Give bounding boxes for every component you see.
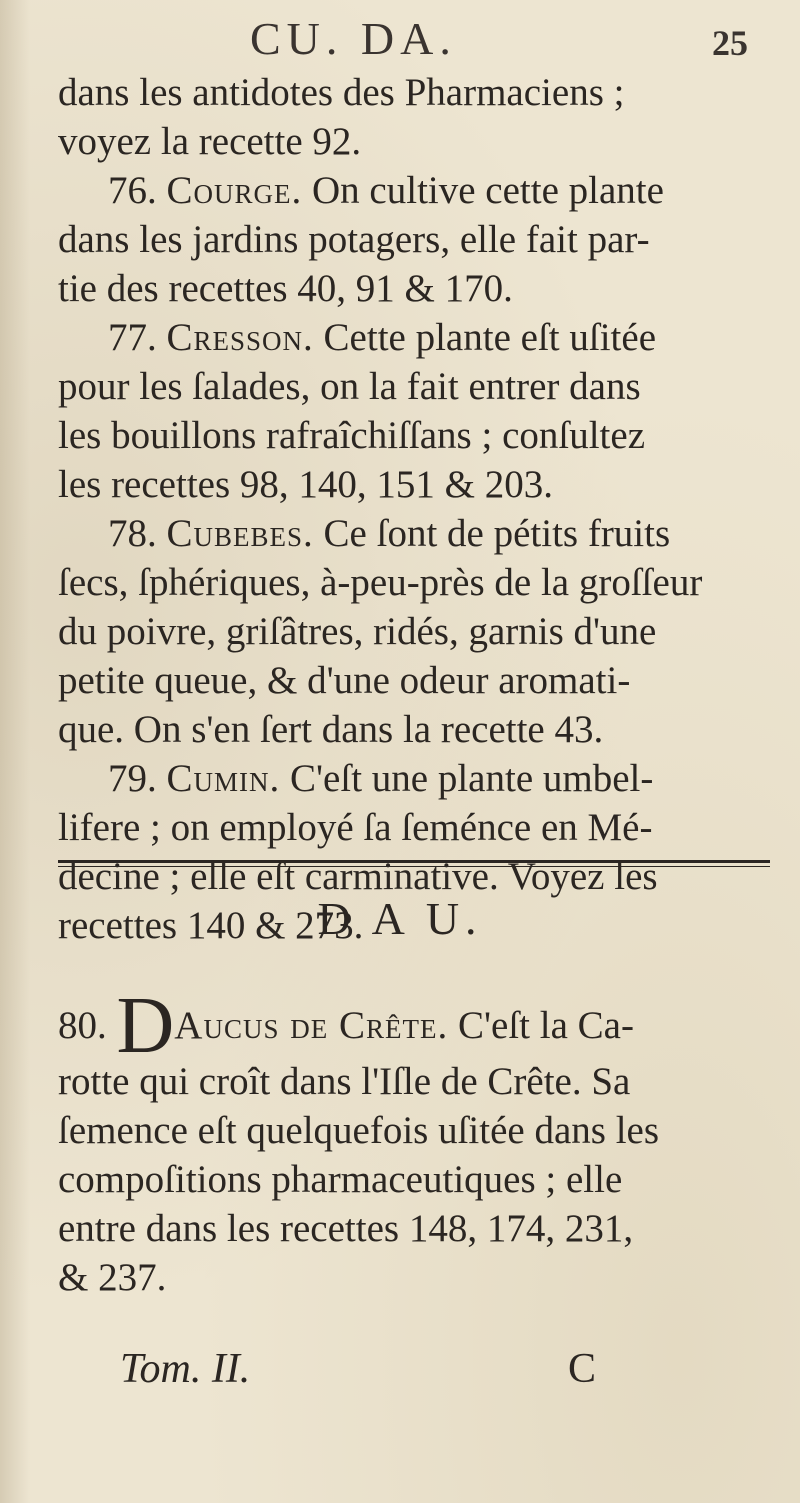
text-line: voyez la recette 92. <box>58 120 362 163</box>
entry-continuation <box>58 68 766 166</box>
drop-cap: D <box>116 982 175 1070</box>
entry-number: 80. <box>58 1004 107 1047</box>
text-line: les recettes 98, 140, 151 & 203. <box>58 463 553 506</box>
entry-term: Cresson. <box>166 316 314 359</box>
entry-number: 76. <box>108 169 157 212</box>
volume-mark: Tom. II. <box>120 1346 251 1392</box>
section-heading: D A U. <box>317 893 483 944</box>
entry-first-line <box>58 982 770 1070</box>
entry-number: 79. <box>108 757 157 800</box>
entry-77 <box>58 313 766 509</box>
entry-first-line <box>58 754 766 803</box>
entry-number: 77. <box>108 316 157 359</box>
running-head <box>0 12 800 62</box>
text-line: decine ; elle eſt carminative. Voyez les <box>58 855 658 898</box>
entry-text: C'eſt une plante umbel- <box>290 757 654 800</box>
entry-text: C'eſt la Ca- <box>457 1004 634 1047</box>
text-line: du poivre, griſâtres, ridés, garnis d'une <box>58 610 657 653</box>
text-line: que. On s'en ſert dans la recette 43. <box>58 708 604 751</box>
entry-80 <box>58 982 770 1302</box>
entry-first-line <box>58 509 766 558</box>
entry-term: Aucus de Crête. <box>174 1004 449 1047</box>
text-line: pour les ſalades, on la fait entrer dans <box>58 365 641 408</box>
entry-term: Cumin. <box>166 757 281 800</box>
entry-first-line <box>58 313 766 362</box>
entry-text: Ce ſont de pétits fruits <box>323 512 671 555</box>
entry-76 <box>58 166 766 313</box>
entry-term: Cubebes. <box>166 512 314 555</box>
page-number: 25 <box>712 23 748 63</box>
entry-first-line <box>58 166 766 215</box>
section-divider <box>58 860 770 867</box>
text-line: ſemence eſt quelquefois uſitée dans les <box>58 1109 660 1152</box>
text-line: compoſitions pharmaceutiques ; elle <box>58 1158 623 1201</box>
text-line: lifere ; on employé ſa ſeménce en Mé- <box>58 806 653 849</box>
page-footer <box>120 1345 740 1395</box>
text-line: entre dans les recettes 148, 174, 231, <box>58 1207 634 1250</box>
entry-number: 78. <box>108 512 157 555</box>
text-line: & 237. <box>58 1256 167 1299</box>
text-line: ſecs, ſphériques, à-peu-près de la groſſeur <box>58 561 703 604</box>
text-line: petite queue, & d'une odeur aromati- <box>58 659 631 702</box>
entries-block <box>58 68 766 950</box>
entry-term: Courge. <box>166 169 303 212</box>
text-line: tie des recettes 40, 91 & 170. <box>58 267 513 310</box>
text-line: rotte qui croît dans l'Iſle de Crête. Sa <box>58 1060 631 1103</box>
entry-text: On cultive cette plante <box>312 169 664 212</box>
text-line: dans les jardins potagers, elle fait par- <box>58 218 650 261</box>
signature-mark: C <box>568 1346 597 1392</box>
text-line: les bouillons rafraîchiſſans ; conſultez <box>58 414 645 457</box>
text-line: recettes 140 & 273. <box>58 904 364 947</box>
running-head-title: CU. DA. <box>250 13 457 64</box>
text-line: dans les antidotes des Pharmaciens ; <box>58 71 625 114</box>
entry-78 <box>58 509 766 754</box>
entry-text: Cette plante eſt uſitée <box>323 316 656 359</box>
